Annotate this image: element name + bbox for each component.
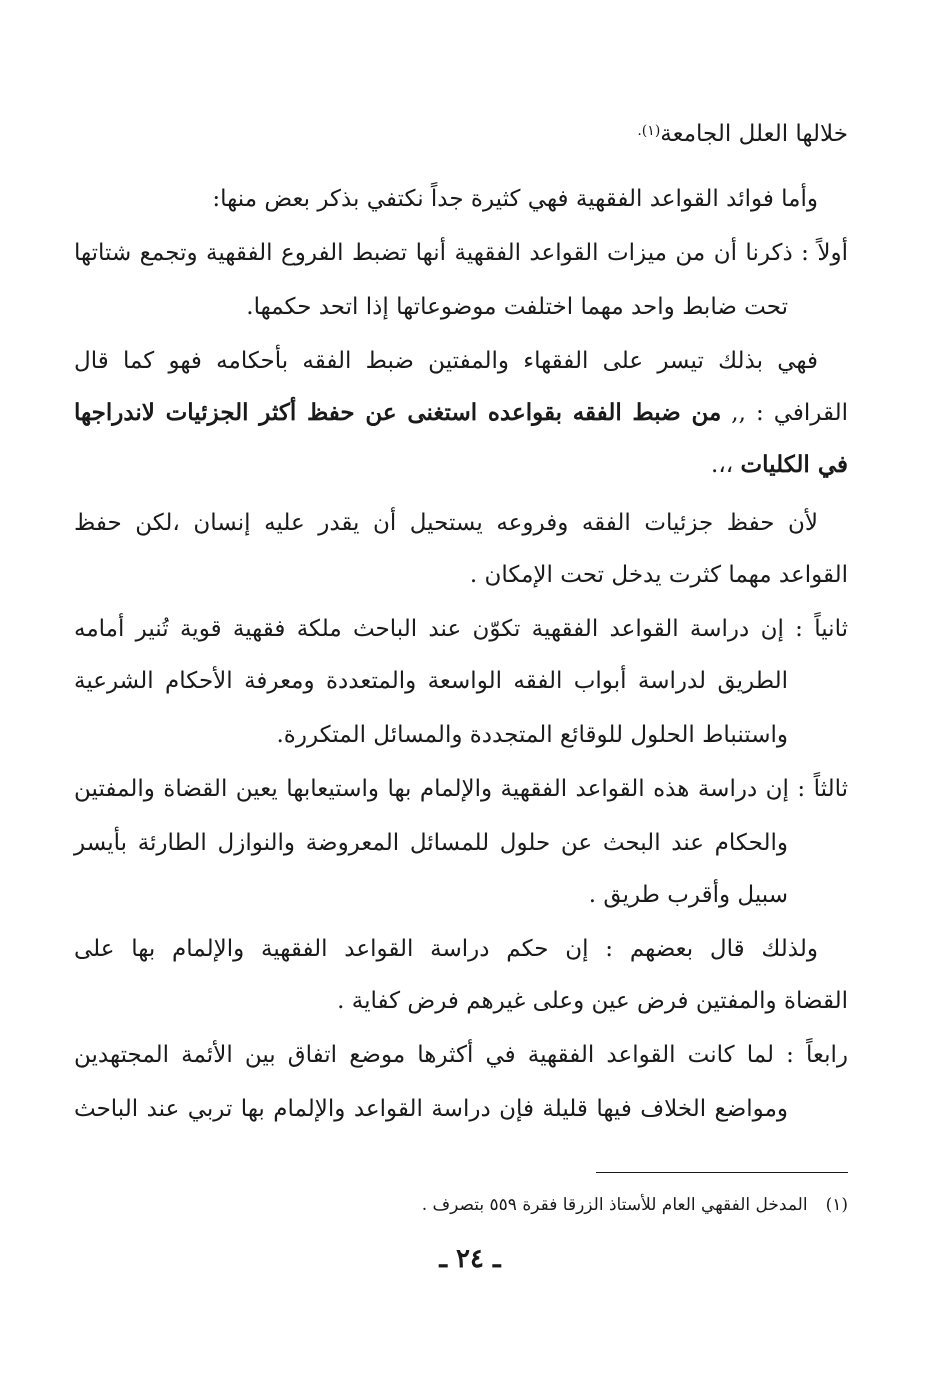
text-line-13: ثالثاً : إن دراسة هذه القواعد الفقهية والإلمام بها واستيعابها يعين القضاة والمفتين xyxy=(74,776,848,802)
text-line-16: ولذلك قال بعضهم : إن حكم دراسة القواعد الفقهية والإلمام بها على xyxy=(74,936,818,962)
text-line-2: وأما فوائد القواعد الفقهية فهي كثيرة جداً نكتفي بذكر بعض منها: xyxy=(212,186,818,212)
text-line-3: أولاً : ذكرنا أن من ميزات القواعد الفقهية أنها تضبط الفروع الفقهية وتجمع شتاتها xyxy=(74,240,848,266)
text-line-15: سبيل وأقرب طريق . xyxy=(588,882,788,908)
text-line-8: لأن حفظ جزئيات الفقه وفروعه يستحيل أن يقدر عليه إنسان ،لكن حفظ xyxy=(74,510,818,536)
footnote-text: المدخل الفقهي العام للأستاذ الزرقا فقرة ٥٥٩ بتصرف . xyxy=(421,1195,808,1215)
text-line-7: في الكليات ،،. xyxy=(711,451,848,478)
text-line-4: تحت ضابط واحد مهما اختلفت موضوعاتها إذا اتحد حكمها. xyxy=(246,294,788,320)
quote-text-end: في الكليات xyxy=(740,451,848,478)
text-line-19: ومواضع الخلاف فيها قليلة فإن دراسة القواعد والإلمام بها تربي عند الباحث xyxy=(74,1096,788,1122)
text-line-9: القواعد مهما كثرت يدخل تحت الإمكان . xyxy=(469,562,848,588)
text-line-18: رابعاً : لما كانت القواعد الفقهية في أكثرها موضع اتفاق بين الأئمة المجتهدين xyxy=(74,1042,848,1068)
page-number: ـ ٢٤ ـ xyxy=(439,1244,501,1274)
text-line-17: القضاة والمفتين فرض عين وعلى غيرهم فرض كفاية . xyxy=(337,988,848,1014)
text-line-11: الطريق لدراسة أبواب الفقه الواسعة والمتعددة ومعرفة الأحكام الشرعية xyxy=(74,668,788,694)
footnote xyxy=(422,1192,848,1218)
text-line-6: القرافي : ,, من ضبط الفقه بقواعده استغنى عن حفظ أكثر الجزئيات لاندراجها xyxy=(74,399,848,426)
text-line-12: واستنباط الحلول للوقائع المتجددة والمسائل المتكررة. xyxy=(276,722,788,748)
text-line-10: ثانياً : إن دراسة القواعد الفقهية تكوّن عند الباحث ملكة فقهية قوية تُنير أمامه xyxy=(74,616,848,642)
quote-text: من ضبط الفقه بقواعده استغنى عن حفظ أكثر الجزئيات لاندراجها xyxy=(74,399,722,426)
footnote-reference: (١). xyxy=(637,123,661,139)
footnote-number: (١) xyxy=(825,1195,848,1215)
text-line-14: والحكام عند البحث عن حلول للمسائل المعروضة والنوازل الطارئة بأيسر xyxy=(74,830,788,856)
text-line-1: خلالها العلل الجامعة$^{(١).}$ xyxy=(637,121,848,147)
footnote-separator xyxy=(596,1172,848,1173)
text-line-5: فهي بذلك تيسر على الفقهاء والمفتين ضبط الفقه بأحكامه فهو كما قال xyxy=(74,348,818,374)
